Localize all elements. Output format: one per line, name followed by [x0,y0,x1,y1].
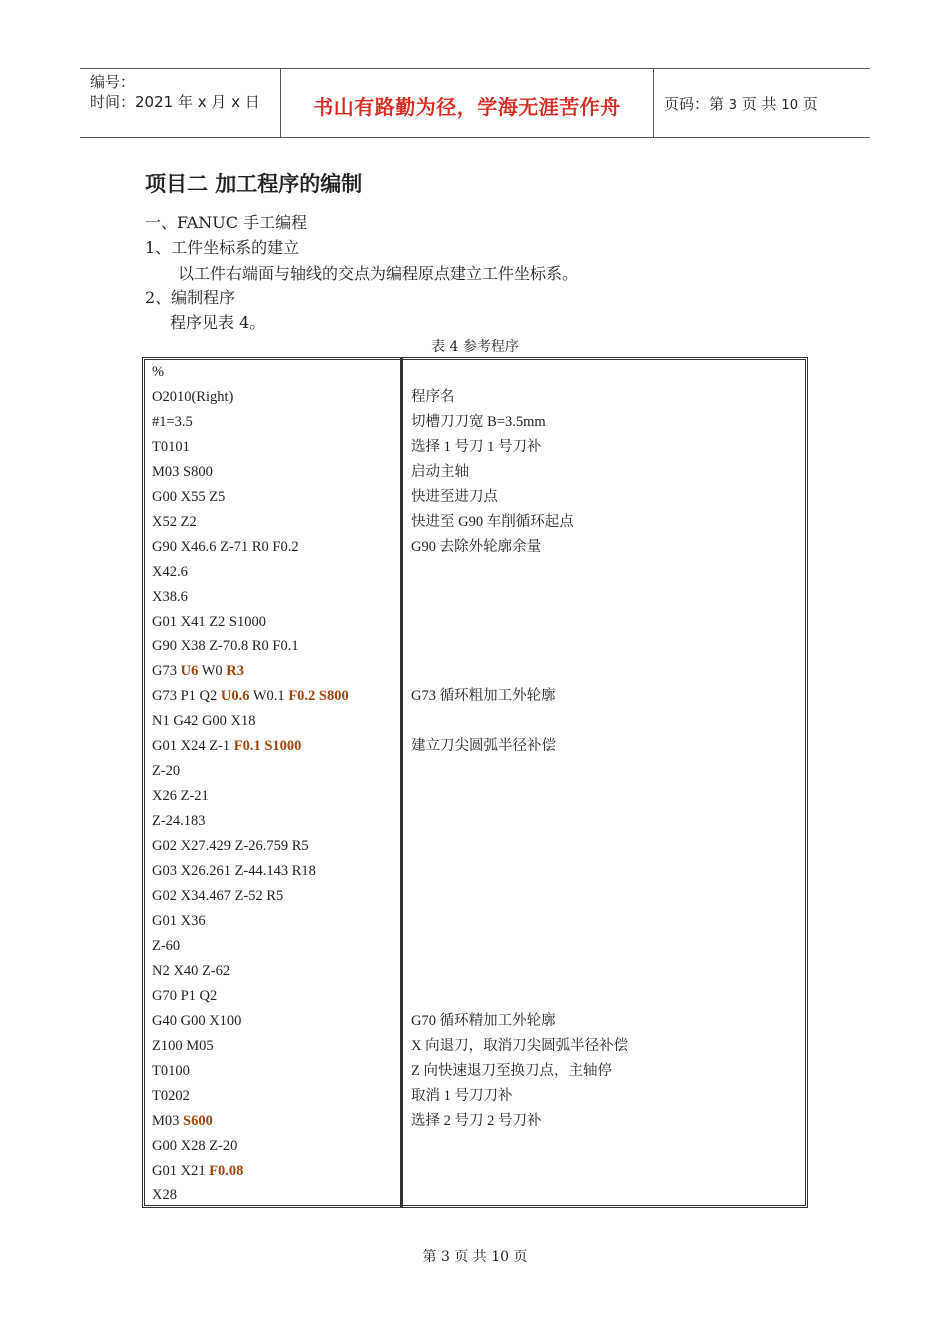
program-comment-line: 切槽刀刀宽 B=3.5mm [411,413,546,430]
code-segment: G01 X21 [152,1162,210,1179]
program-comment-line: 程序名 [411,388,455,405]
code-segment: G02 X34.467 Z-52 R5 [152,888,284,905]
program-comment-line [411,1183,628,1208]
program-code-line [152,1034,349,1059]
section-text-program: 程序见表 4。 [170,313,266,332]
program-code-line [152,560,349,585]
code-segment: X28 [152,1187,177,1204]
code-segment: G01 X24 Z-1 [152,738,234,755]
program-comment-line: G73 循环粗加工外轮廓 [411,688,556,705]
highlighted-parameter: U6 [180,663,199,680]
program-comment-line [411,610,628,635]
program-comment-line [411,784,628,809]
program-code-line [152,510,349,535]
code-segment: Z-60 [152,937,181,954]
program-code-line [152,859,349,884]
code-segment: G03 X26.261 Z-44.143 R18 [152,863,316,880]
page-suffix: 页 [802,95,818,113]
program-code-line [152,1084,349,1109]
program-comment-line [411,709,628,734]
code-segment: G02 X27.429 Z-26.759 R5 [152,838,309,855]
program-comment-line [411,959,628,984]
program-code-line [152,1109,349,1134]
program-code-line [152,784,349,809]
program-comment-line [411,834,628,859]
program-code-line [152,485,349,510]
code-segment: G01 X36 [152,912,206,929]
code-segment: G70 P1 Q2 [152,987,218,1004]
program-comment-line: 取消 1 号刀刀补 [411,1087,513,1104]
code-segment: O2010(Right) [152,388,234,405]
program-code-line [152,884,349,909]
program-comment-line: 启动主轴 [411,463,469,480]
document-title: 项目二 加工程序的编制 [145,172,363,196]
program-code-line [152,909,349,934]
code-segment: X52 Z2 [152,513,197,530]
program-comment-line [411,560,628,585]
program-code-column [152,360,349,1208]
program-code-line [152,934,349,959]
page-counter [664,93,818,114]
program-code-line [152,360,349,385]
code-segment: M03 S800 [152,463,213,480]
program-comment-line [411,1134,628,1159]
code-segment: Z-24.183 [152,813,206,830]
program-comment-line [411,759,628,784]
code-segment: W0 [198,663,227,680]
page-prefix: 页码：第 [664,95,725,113]
highlighted-parameter: S600 [183,1112,213,1129]
motto-text: 书山有路勤为径，学海无涯苦作舟 [313,95,621,119]
program-code-line [152,1009,349,1034]
code-segment: X38.6 [152,588,188,605]
program-code-line [152,585,349,610]
section-text-coordinate: 以工件右端面与轴线的交点为编程原点建立工件坐标系。 [178,264,579,283]
program-code-line [152,984,349,1009]
program-code-line [152,684,349,709]
program-comment-line [411,1159,628,1184]
program-comment-line: 建立刀尖圆弧半径补偿 [411,738,556,755]
code-segment: N2 X40 Z-62 [152,962,231,979]
header-page-cell [654,69,870,137]
program-comment-line: G70 循环精加工外轮廓 [411,1012,556,1029]
program-code-line [152,834,349,859]
program-comment-line: X 向退刀，取消刀尖圆弧半径补偿 [411,1037,629,1054]
program-comment-line: 快进至进刀点 [411,488,498,505]
program-comment-line: Z 向快速退刀至换刀点，主轴停 [411,1062,612,1079]
page-number: 3 [728,98,738,113]
program-code-line [152,435,349,460]
code-segment: G40 G00 X100 [152,1012,242,1029]
header-meta-cell [80,69,281,137]
page-mid: 页 共 [741,95,777,113]
program-code-line [152,759,349,784]
code-segment: G90 X38 Z-70.8 R0 F0.1 [152,638,299,655]
code-segment: N1 G42 G00 X18 [152,713,256,730]
highlighted-parameter: U0.6 [220,688,250,705]
highlighted-parameter: F0.08 [209,1162,244,1179]
code-segment: Z100 M05 [152,1037,214,1054]
code-segment: G90 X46.6 Z-71 R0 F0.2 [152,538,299,555]
program-comment-column [411,360,628,1208]
code-segment: G01 X41 Z2 S1000 [152,613,266,630]
code-segment: T0202 [152,1087,190,1104]
code-segment: X26 Z-21 [152,788,209,805]
program-comment-line: 快进至 G90 车削循环起点 [411,513,574,530]
page-header [80,68,870,138]
program-code-line [152,1134,349,1159]
code-segment: G73 P1 Q2 [152,688,221,705]
program-code-line [152,809,349,834]
program-comment-line [411,809,628,834]
program-code-line [152,1059,349,1084]
program-code-line [152,734,349,759]
time-label: 时间：2021 年 x 月 x 日 [90,93,260,111]
program-comment-line [411,585,628,610]
section-heading-fanuc: 一、FANUC 手工编程 [145,213,308,232]
highlighted-parameter: F0.1 S1000 [233,738,302,755]
program-comment-line [411,909,628,934]
program-code-line [152,460,349,485]
page-total: 10 [781,98,798,113]
code-segment: G00 X28 Z-20 [152,1137,238,1154]
program-comment-line [411,859,628,884]
program-code-line [152,1183,349,1208]
program-comment-line [411,884,628,909]
header-motto-cell [281,69,654,137]
code-segment: T0100 [152,1062,190,1079]
program-code-line [152,1159,349,1184]
code-segment: M03 [152,1112,184,1129]
code-segment: #1=3.5 [152,413,193,430]
code-segment: X42.6 [152,563,188,580]
program-comment-line: 选择 1 号刀 1 号刀补 [411,438,542,455]
section-heading-coordinate: 1、工件坐标系的建立 [145,238,300,257]
program-comment-line [411,984,628,1009]
program-code-line [152,410,349,435]
program-code-line [152,535,349,560]
program-comment-line [411,934,628,959]
program-comment-line [411,360,628,385]
code-segment: T0101 [152,438,190,455]
program-code-line [152,709,349,734]
code-segment: G00 X55 Z5 [152,488,226,505]
program-comment-line [411,659,628,684]
code-segment: % [152,364,165,380]
code-segment: G73 [152,663,181,680]
highlighted-parameter: F0.2 S800 [288,688,349,705]
program-code-line [152,610,349,635]
program-comment-line: G90 去除外轮廓余量 [411,538,542,555]
table-caption: 表 4 参考程序 [431,339,519,355]
program-comment-line [411,634,628,659]
program-code-line [152,634,349,659]
highlighted-parameter: R3 [226,663,245,680]
serial-label: 编号： [90,73,136,91]
section-heading-program: 2、编制程序 [145,288,236,307]
program-code-line [152,659,349,684]
table-column-divider [400,358,403,1207]
program-code-line [152,959,349,984]
code-segment: W0.1 [249,688,289,705]
program-comment-line: 选择 2 号刀 2 号刀补 [411,1112,542,1129]
page-footer: 第 3 页 共 10 页 [422,1249,528,1265]
code-segment: Z-20 [152,763,181,780]
program-code-line [152,385,349,410]
